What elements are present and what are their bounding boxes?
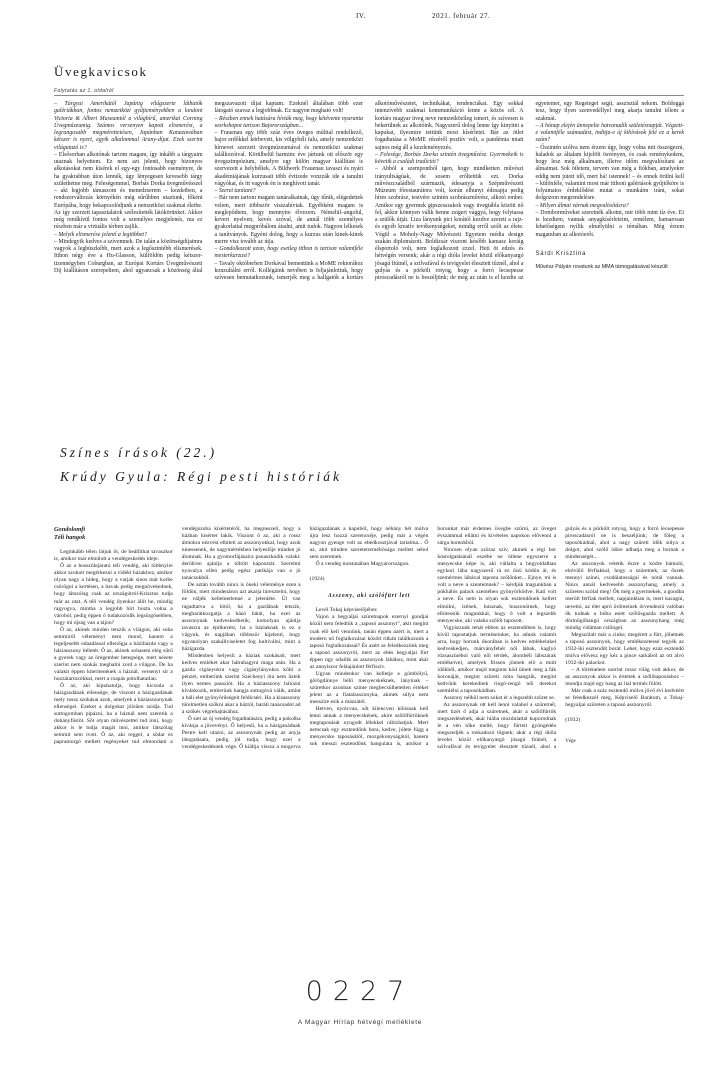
paragraph: Asszony nélkül nem sokat ér a legszebb szüret se.	[443, 695, 556, 702]
paragraph: – Abból a szempontból igen, hogy mindketten művészi irányultságúak, de sosem erőltettük ezt. Dorka művészcsaládból származik, édesanyja a Szépművészeti Múzeum főrestaurátora volt, korán elhunyt édesapja pedig híres szobrász, testvére szintén szobrászművész, alkotó ember. Amikor egy gyermek gipszesszakok vagy üvegtábla között nő fel, akkor könnyen válik benne zsigeri vággyá, hogy folytassa a szülők útját. Liza lányunk pici korától kezdve szereti a rajz- és egyéb kreatív tevékenységeket, mindig erről szólt az élete. Végül a Moholy-Nagy Művészeti Egyetem média design szakán diplomázott. Boldizsár viszont később kamasz koráig élsportoló volt, nem foglalkozott ezzel. Heti öt edzés és hétvégén versenk; akár a régi dióla levelei közül előkanyargó jósagú fiútnél, a szilvafával és tevigyelet élesztett tűznél, ahol a gulyás és a pörkölt rotyog, hogy a forró lecsepesse piroscadásról ne is beszéljünk; de még az után is el kezdte az egyetemet, egy Regeteget segít, asszisztál nekem. Boldoggá tesz, hogy ilyen szenvedéllyel meg akarja tanulni tőlem a szakmát.	[375, 101, 684, 281]
paragraph: Levél Tokaj képviselőjéhez	[315, 607, 377, 614]
paragraph: De aztán tovább nincs is öneki véleménye ezen a földön, mert mindenáron azt akarja hiresztelni, hogy ne váljék kellemetlenné a jelenléte. Ül van ragadtatva a lótól, ha a gazdának tetszik, megbarátkozgatja a házó hátát, ha ezel az asszonynak kedveskedhetik; komolyan ajánlja tavaszra az építkezést, ha a háziaknak is ez a vágyuk, és napjában többször kijelenti, hogy ugyanolyan szakállviseletet fog kultiválni, mint a házigazda.	[181, 582, 301, 652]
paragraph: – A hónap elején ünnepelte hatvanadik születésnapját. Végzett-e valamiféle számadást, inditja-e új kihívások felé ez a kerek szám?	[535, 122, 684, 144]
continuation-note: Folytatás az 1. oldalról	[54, 88, 114, 94]
paragraph: Megszólalt már a cinke, megérett a fürt, jöhetnek a taposó asszonyok, hogy emlékezetessé tegyék az 1932-iki esztendőt borát. Lehet, hogy ezáz esztendő múlva elővesz egy kéz a pince sarkából az ott alvó 1932-iki palackot.	[565, 631, 684, 666]
paragraph: Ő az, akinek minden tetszik a világon, aki soha semmiről véleményt nem mond, hanem a legeljesebb odaadással ellenőgja a háziházda vagy a háziasszony ítéletét. Ő az, akinek sohasem elég sűrű a gyerek vagy az öregember betegsége, mert nézete szerint nem szokás meghalni zord a világon. De ha valakit éppen kiterítenének a háznál, versenyt sír a hozzátartozókkal, mert a csapás pótolhatatlan.	[54, 626, 173, 683]
paragraph: – Frauenau egy több száz éves üveges múlttal rendelkező, bajor erdőkkel körbevett, kis völgybéli falu, amely nemzetközi hírnevet szerzett üvegmúzeumával és nemzetközi szakmai találkozóival. Körülbelül harminc éve jártunk ott először egy üvegszimpózium, amelyre egy külön magyar kiállítást is szervezett a helybéliek. A Bildwerk Frauenau tavaszi és nyári akadémiájának kurzusait több évtizede vonzzák ide a tanulni vágyókat, és itt vagyok én is meghívott tanár.	[214, 130, 363, 187]
running-head	[0, 12, 720, 24]
paragraph: Ő a vendég mostanában Magyarországon.	[315, 561, 410, 568]
feature-headline: Krúdy Gyula: Régi pesti históriák	[60, 469, 342, 484]
paragraph: – Gondolkozott azon, hogy esetleg itthon is tartson valamiféle mesterkurzust?	[214, 246, 363, 260]
paragraph: Már csak a száz esztendő múlva jövő évi kedvéért se feledkezzél meg, Képviselő Barátom, a Tokaj-hegyaljai szüreten a taposó asszonyról.	[565, 688, 684, 709]
supplement-folio: 0227	[305, 976, 415, 1007]
story-subtitle: Téli hangok	[54, 533, 86, 541]
series-title: Színes írások (22.)	[60, 445, 218, 460]
paragraph: – Tavaly októberben Dorkával bementünk a MoME rektorához konzultálni erről. Kollégáink nevében is feljajánlottuk, hogy szívesen bemutatkozunk, ismerjék meg a hallgatók a kortárs alkotóművészetet, technikákat, tendenciákat. Egy sokkal intenzívebb szakmai kommunikáció lenne a közös cél. A kortárs magyar üveg neve nemzetközileg ismert, és szívesen is bekerülnek az alkotóink. Nagyszerű dolog lenne így kinyitni a kapukat, ilyesmire tettünk most kísérletet. Bár az ötlet fogadtatása a MoME részéről pozitív volt, a pandémia miatt sajnos még áll a kezdeményezés.	[214, 101, 524, 281]
story-year: (1924)	[309, 576, 325, 583]
paragraph: – Bár nem tartom magam tanáralkatnak, úgy tűnik, elégedettek velem, mert többször visszahívtak. Egyébként magam is meglepődtem, hogy mennyire élvezem. Némelül–angolul, kevert nyelven, kevés szóval, de annál több személyes gyakorlattal megpróbálom átadni, amit tudok. Nagyon lelkesek a tanítványok. Egyéni dolog, hogy a kurzus után kinek-kinek merre visz tovább az útja.	[214, 195, 363, 245]
feature-heading	[60, 441, 342, 489]
paragraph: – Milyen álmai várnak megvalósításra?	[535, 202, 629, 209]
issue-date: 2021. február 27.	[432, 12, 491, 20]
title-rule	[54, 95, 684, 96]
end-mark: Vége	[565, 739, 576, 745]
second-story-title: Asszony, aki szólófürt lett	[327, 593, 411, 600]
paragraph: Mindenben helyesli a háziak szokásait, mert kedves emléket akar hátrahagyni maga után. Ha a gazda cigányokra vagy cigánylányokra költi a pénzét, emberünk szerint Széchenyi óta nem űztek ilyen nemes passziót. Ha a háziasszony bálozni kívánkozik, emberünk hangja suttogóvá válik, amint a báli elet gyönyörűségeit feldicséri. Ha a kisasszony türelmetlen szőkni akar a háztól, baráti tanácsadót ad a szökés végrehajtásához.	[181, 652, 301, 716]
paragraph: – Mindegyik kedves a szívemnek. De talán a közönségdíjaimra vagyok a legbüszkébb, mert azok a legőszintébb elismerések. Itthon négy éve a Hu-Glasson, külföldön pedig kétszer-tizennégyben Coburgban, az Európai Kortárs Üvegművészeti Díj kiállításon szerepeltem, ahol ugyancsak a közönség által megszavazott díjat kaptam. Ezeknél általában több ezer látogató szavaz a legjobbnak. Ez nagyon megható volt!	[54, 101, 363, 274]
second-story-year: (1932)	[565, 717, 581, 724]
paragraph: – Tárgyai Amerikától Japánig világszerte láthatók galériákban, fontos nemzetközi gyűjteményekben a londoni Victoria & Albert Museumtól a világhírű, amerikai Corning Üvegmúzeumig. Számos versenyen kapott elismerést, a legrangosabb megmérettetésen, Japánban Kanazawában kétszer is nyert, egyik alkalommal Arany-díjat. Ezek szerint világutazó is?	[54, 101, 203, 151]
paragraph: Ő siet az új vendég fogadtatására, pedig a pokolba kívánja a jövevényt. Ő helyesli, ha a háziganádnak Pestre kell utazni, az asszonynak pedig az anyja látogatására, pedig jól tudja, hogy ezel a vendégeskedésnek vége. Ő kiáltja vissza a mogorva házigazdának a kapuból, hogy néhány hét múlva újra lesz hozzá szerencséje, pedig már a végén nagyon gyenge volt az ebédkosztjával tartalma... Ő az, akit minden szeretetreméltósága mellett sehol sem szeretnek.	[181, 526, 429, 751]
paragraph: – Melyik elismerése jelentí a legtöbbet?	[54, 231, 147, 238]
paragraph: Ő az a hosszúlejáratú téli vendég, aki többnyire akkor szokott megérkezni a vidéki házakhoz, amikor olyan nagy a hideg, hogy a varjak sinos már korbe csörögni a kertésen, a havak pedig megnövekednek, hogy látszólag csak az országútról-Krisztus tudja már az utat. A téli vendég ilyenkor állít be, mindig ragyogva, mintha a legjobb hírt hozta volna a vároból, pedig éppen ő tudakozódik legsürgősebben, hogy mi újság van a tájon?	[54, 563, 173, 626]
paragraph: – Őszintén szólva nem érzem úgy, hogy volna mit összegezni, haladok az általam kijelölt ösvényen, és csak reménykedem, hogy lesz még alkalmam, illetve időm megvalósítani az álmaimat. Sok ötletem, tervem van még a fiókban, amelyekre eddig nem jutott idő, mert há! istennek! – és ennek örülni kell – különféle, valamint most már itthoni galériások gyűjtőköre is folyamatos érdeklődést mutat a munkáim iránt, sokat dolgozom megrendelésre.	[535, 144, 684, 202]
paragraph: – A történelem szerint rossz világ volt akkor, de az asszonyok akkor is értettek a szőlőtaposáshoz – mondja majd egy hang az ital termés fölött.	[565, 666, 684, 688]
paragraph: – Felesége, Borbás Dorka szintén üvegművész. Gyermekeik is követik a családi tradíciót?	[375, 151, 524, 165]
feature-body	[54, 526, 684, 910]
paragraph: Vigyázzunk tehát ebben az esztendőben is, hogy kívül tapostatjuk terméseinket, ha adunk valamit arra, hogy borunk ókorában is kedves emlékeinkel kedveskedjen, márványfehér női lábak, kaglyó rózsaszínébol való női térdek, álombéli lábszárak emlékeivel, amelyek frissen jönnek elő a múlt időkből, amikor majd meginnt köd ülnek meg a fák koronáját, megint szüreti nóta hangzik, megint kedvünk kerekednek ringó-rengő női derekot szemlélni a taposókádban.	[437, 624, 557, 695]
paragraph: Leginkább télen látjuk őt, de beállíthat tavaszkor is, amikor már elmúlott a vendégeskedés ideje.	[54, 549, 173, 563]
paragraph: Az asszonynak ott kell lenni valahol a szüretnél, mert tizét ő adja a szüretnek, akár a szőlőfürtök megszedésének, akár hiába mozdulattal kuporodnak le a vén tőke mellé, hogy fürteit gyöngédén megszedjék a roskadozó tőgnek; akár a régi dióla levelei közül előkanyargó jósagú fiútnél, a szilvafával és tevigyelet élesztett tűznél, ahol a gulyás és a pörkölt rotyog, hogy a forró lecsepesse piroscadásról ne is beszéljünk; de főleg a taposókádnál, ahol a nagy szüreti idők súlya a dolgot, ahol szőlő idöre adhatja meg a bornak a mindenségét...	[437, 526, 684, 751]
paragraph: Ő az, aki kipuhatolja, hogy kicsoda a házigazdának ellensége, de viszont a házigazdának mely rossz szokásai azok, amelyek a háziasszonynak ellenségei. Ezeket a dolgokat jóízűen szidja. Tud suttogomban pipázni, ha a háznál nem szeretik a dohányfüstöt. Sőt olyan művészettel tud inni, hogy akkor is le tudja magát inni, amikor látszólag semmit sem ivott. Ő az, aki reggel, a södar és papramorgó mellett regényeket tud elmondani a vendégszoba kísértetéről, ha megneszeli, hogy a házban kísértet lakik. Viszont ő az, aki a rossz álmokra nézvést elhíteti az asszonyokkal, hogy azok ninessenek, de nagymértékben helyeslője minden jó álomnak. Ha a gyomorfájásaira panaszkodik valaki: derült/en ajánlja a töltött káposztát. Szerelmi nyavalya ellen pedig egész patikája van a jó tanácsokból.	[54, 526, 301, 746]
paragraph: – Részben ennek hatására hívták meg, hogy kétévente nyaranta workshopot tartson Bajorországban...	[214, 115, 363, 129]
support-credit: Művész Pályán rovatunk az MMA támogatásával készült	[535, 264, 668, 270]
paragraph: Ugyan mindenkor van kelletje a gömbölyű, görögdinnye bélű menyecskéknek, lányinak – szüretkor azonban szinte megbecsülhetetlen értéket jelent az a fiatalasszonyka, akinek súlya nem messzire esik a mázsától.	[309, 670, 429, 705]
interview-body	[54, 101, 684, 431]
author-byline: Sárdi Krisztina	[535, 250, 587, 257]
paragraph: – Domborműveket szeretnék alkotni, mir több mint tíz éve. Ei is kezdtem, vannak anyagkísérleteim, remélem, hamarosan lehetőségem nyílik elmélyülni a témában. Még érzem magamban az alkotóerőt.	[535, 209, 684, 238]
paragraph: Az asszonyok vétetik észre a kódre bámuló, elrévülő férfiakkal, hogy a szüretnek, az őszek mennyi színei, csodálatosságai és nótái vannak. Nincs annál kedvesebb asszonyhang, amely a szüreten szólal meg! Ők még a gyermekek, a gondba merült férfiak mellett, napjainkban is, mert kacagni, nevetni, az élet apró örömeinek örvendezni valóban ők tudnak a búba esett szőlősgazda mellett. A dörmögőhangú országban az asszonyhang még mindig vidáman csilingel.	[565, 561, 684, 631]
supplement-tagline: A Magyar Hírlap hétvégi melléklete	[297, 1019, 423, 1026]
paragraph: – Elsősorban alkotónak tartom magam, így inkább a tárgyaim utaznak helyettem. Ez nem azt jelenti, hogy bizonyos alkotásokat nem kísérek el egy-egy fontosabb eseményre, de ha gyakrabban úton lennék, úgy lényegesen kevesebb tárgy születhetne meg. Feleségemmel, Borbás Dorka üvegművésszel – aki legjobb támaszom és menedzserem – kezdetben, a rendszerváltozás környékén még sűrűbben utaztunk, főként Európába, hogy bekapcsolódjunk a nemzetközi szakmai életbe. Az így szerzett tapasztalatok szélesítették látókörünket. Akkor még rendkívül fontos volt a személyes megjelenés, ma ez részben már a virtuális térben zajlik.	[54, 151, 203, 231]
page-number: IV.	[356, 12, 367, 20]
paragraph: Vajon a hegyaljai szüretnapok ezernyi gondjai közül nem feledtük a „taposó asszonyt”, akit megint csak elő kell vennünk, tanán éppen azért is, mert a modern nő foglalkozásai között ritkán találkozunk a taposó foglalkozással? És azért se feledkezzünk meg a taposó asszonyról, mert az ebés hegyaljai fürt éppen úgy odailik az asszonyok lábához, mint akár az annyiszor feláajánlott férfiszív.	[309, 614, 429, 670]
paragraph: Hetven, nyolcvan, sőt kilencven kilósnak kell lenni annak a menyecskének, akire szőlőfürtöknek megtaposását nyugodt lélekkel rábízhatjuk. Mert nemcsak egy esztendőnk bora, kedve, jólete függ a menyecske taposásától, mozgékonyságától, hanem sok messzi esztendőnk hangulata is, amikor a borunkat már érdemes üvegbe szűrni, az üveget évszámmal ellátni és kivételes napokon elővenni a sárga homokból.	[309, 526, 557, 748]
paragraph: – Szeret tanítani?	[214, 188, 256, 194]
article-title: Üvegkavicsok	[54, 64, 148, 79]
story-title: Gondolomfi	[54, 526, 86, 533]
paragraph: Nincsen olyan szüraz szív, akinek a régi bor kóstolgatásánál eszébe ne ötlene egyszerre a menyecske képe is, aki vállalta a hegyoldalban egykori lába nagyszerű rá ez őszi ködön át, és szemérmes lábával taposta szőlőnket... Ejnye, mi is volt a neve a szentemnek? – kérdjük magunkban a pókhálós palack szemében gyönyörködve. Kati volt a neve. És nem is olyan sok esztendőnek kellett elmúlni, ízének, húsznak, huszonötnek, hogy elhitessük magunkkal, hogy ő volt a legszebb menyecske, aki valaha szőlőt taposott.	[437, 547, 557, 624]
